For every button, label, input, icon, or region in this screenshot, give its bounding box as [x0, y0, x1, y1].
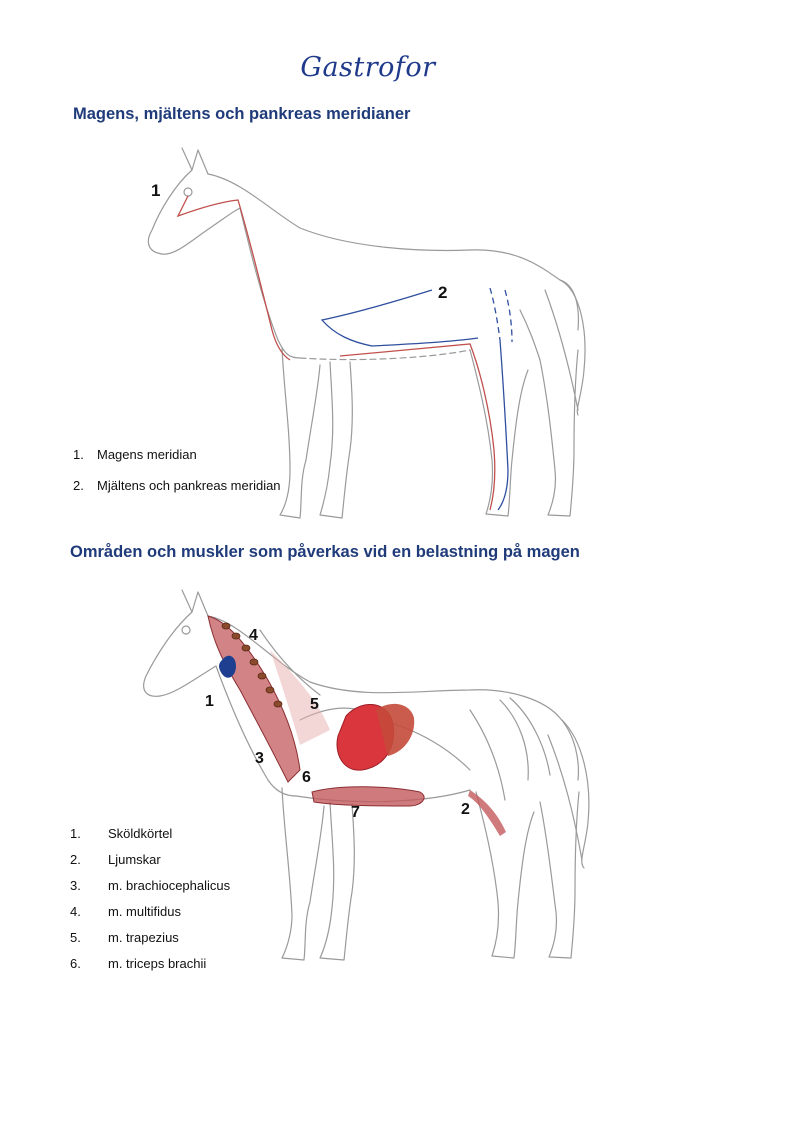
legend-item [70, 930, 230, 956]
legend-item [73, 478, 281, 509]
marker-2: 2 [461, 801, 470, 818]
marker-3: 3 [255, 750, 264, 767]
marker-5: 5 [310, 696, 319, 713]
legend-item [70, 904, 230, 930]
legend-label: Ljumskar [108, 852, 161, 867]
meridian-legend [73, 447, 281, 509]
legend-item [70, 826, 230, 852]
legend-item [70, 852, 230, 878]
legend-number: 1. [73, 447, 84, 462]
section-heading-muscles: Områden och muskler som påverkas vid en belastning på magen [70, 543, 580, 561]
legend-number: 2. [73, 478, 84, 493]
marker-7: 7 [351, 804, 360, 821]
marker-2: 2 [438, 283, 448, 302]
legend-label: Sköldkörtel [108, 826, 173, 841]
legend-label: Mjältens och pankreas meridian [97, 478, 281, 493]
legend-label: m. trapezius [108, 930, 179, 945]
legend-item [70, 878, 230, 904]
marker-6: 6 [302, 769, 311, 786]
legend-label: Magens meridian [97, 447, 197, 462]
marker-1: 1 [205, 693, 214, 710]
section-heading-meridians: Magens, mjältens och pankreas meridianer [73, 105, 411, 123]
marker-1: 1 [151, 181, 161, 200]
legend-label: m. brachiocephalicus [108, 878, 231, 893]
legend-label: m. triceps brachii [108, 956, 207, 971]
legend-number: 4. [70, 904, 81, 919]
legend-item [73, 447, 281, 478]
legend-number: 3. [70, 878, 81, 893]
legend-number: 6. [70, 956, 81, 971]
legend-number: 5. [70, 930, 81, 945]
legend-item [70, 956, 230, 982]
legend-label: m. multifidus [108, 904, 181, 919]
page-title: Gastrofor [300, 52, 436, 83]
legend-number: 1. [70, 826, 81, 841]
muscle-legend [70, 826, 230, 982]
marker-4: 4 [249, 627, 258, 644]
legend-number: 2. [70, 852, 81, 867]
